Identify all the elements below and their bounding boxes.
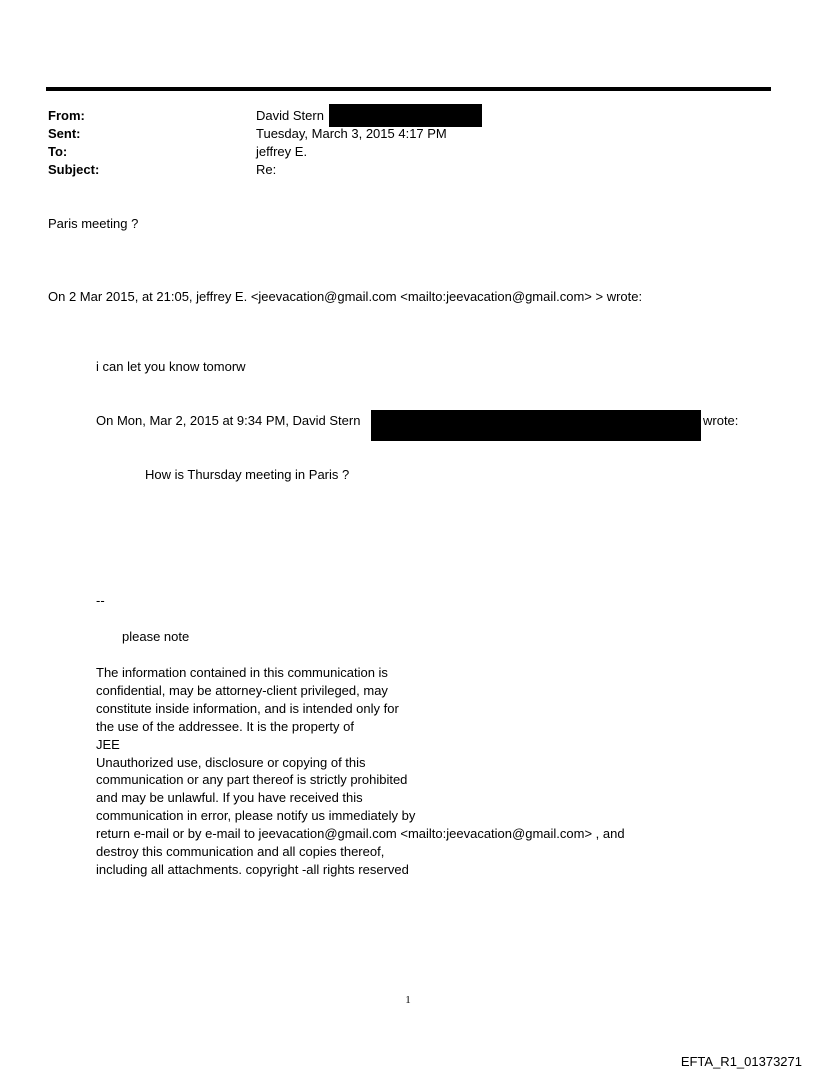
page-number: 1 <box>405 994 411 1006</box>
bates-number: EFTA_R1_01373271 <box>680 1054 802 1069</box>
disclaimer-line: the use of the addressee. It is the property of <box>96 718 354 734</box>
subject-value: Re: <box>256 162 277 177</box>
header-rule <box>46 87 771 91</box>
disclaimer-line: JEE <box>96 736 120 752</box>
disclaimer <box>96 664 625 879</box>
note-heading: please note <box>122 629 190 644</box>
quote2-text: How is Thursday meeting in Paris ? <box>145 467 350 482</box>
disclaimer-line: communication or any part thereof is strictly prohibited <box>96 772 408 788</box>
subject-label: Subject: <box>48 162 100 177</box>
quote1-attribution: On 2 Mar 2015, at 21:05, jeffrey E. <jeevacation@gmail.com <mailto:jeevacation@gmail.com> > wrote: <box>48 289 643 304</box>
quote2-attribution-end: wrote: <box>703 413 739 428</box>
disclaimer-line: destroy this communication and all copies thereof, <box>96 844 385 860</box>
sent-value: Tuesday, March 3, 2015 4:17 PM <box>256 126 447 141</box>
from-value: David Stern <box>256 108 324 123</box>
to-label: To: <box>48 144 68 159</box>
disclaimer-line: including all attachments. copyright -all rights reserved <box>96 861 409 877</box>
to-value: jeffrey E. <box>256 144 308 159</box>
signature-separator: -- <box>96 593 105 608</box>
disclaimer-line: communication in error, please notify us immediately by <box>96 808 416 824</box>
disclaimer-line: return e-mail or by e-mail to jeevacation@gmail.com <mailto:jeevacation@gmail.com> , and <box>96 826 625 842</box>
disclaimer-line: and may be unlawful. If you have received this <box>96 790 363 806</box>
message-body: Paris meeting ? <box>48 216 139 231</box>
redaction-quote2-email <box>371 410 701 441</box>
disclaimer-line: Unauthorized use, disclosure or copying of this <box>96 754 366 770</box>
disclaimer-line: The information contained in this communication is <box>96 665 388 680</box>
quote2-attribution-start: On Mon, Mar 2, 2015 at 9:34 PM, David Stern <box>96 413 361 428</box>
disclaimer-line: constitute inside information, and is intended only for <box>96 700 399 716</box>
redaction-from-email <box>329 104 482 127</box>
quote1-text: i can let you know tomorw <box>96 359 246 374</box>
from-label: From: <box>48 108 85 123</box>
disclaimer-line: confidential, may be attorney-client privileged, may <box>96 682 388 698</box>
sent-label: Sent: <box>48 126 81 141</box>
